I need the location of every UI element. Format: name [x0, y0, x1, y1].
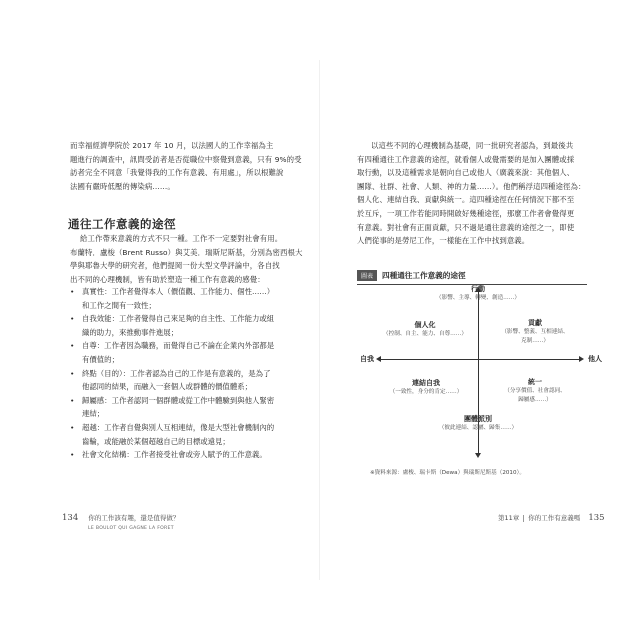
arrow-left-icon	[376, 356, 381, 362]
intro-paragraph	[357, 139, 586, 248]
bullet-dot-icon: •	[70, 314, 75, 324]
text-line: 題進行的調查中，訊問受訪者是否從職位中察覺到意義，只有 9%的受	[70, 154, 302, 164]
body-paragraph	[70, 232, 303, 286]
text-line: 個人化、連結自我、貢獻與統一。這四種途徑在任何情況下都不至	[357, 195, 575, 205]
text-line: 於互斥，一項工作若能同時開啟好幾種途徑，那麼工作者會覺得更	[357, 208, 575, 218]
text-line: 有意義。對社會有正面貢獻，只不過是通往意義的途徑之一，即使	[357, 222, 575, 232]
bullet-item: • 超越：工作者自覺與別人互相連結，像是大型社會機制內的 齒輪，或能融於某個超越自己的目標或遠見；	[70, 422, 275, 446]
bullet-item: • 真實性：工作者覺得本人（價值觀、工作能力、個性……） 和工作之間有一致性；	[70, 287, 275, 310]
text-line: 訪者完全不同意「我覺得我的工作有意義、有用處」，所以根難說	[70, 168, 284, 178]
text-line: 布蘭特．盧梭（Brent Russo）與艾美．瑞斯尼斯基，分別為密西根大	[70, 247, 303, 257]
quadrant-personalization: 個人化 （控制、自主、能力、自尊……）	[383, 321, 467, 337]
footer-divider	[523, 515, 524, 522]
bullet-item: • 歸屬感：工作者認同一個群體或從工作中體驗到與他人緊密 連結；	[70, 395, 275, 419]
text-line: 學與耶魯大學的研究者，他們提岡一份大型文學評論中，各自找	[70, 261, 280, 271]
axis-top-label: 行動 （影響、主導、轉變、創造……）	[436, 285, 520, 301]
page-number: 134	[62, 513, 79, 523]
figure-source: ※資料來源：盧梭、瑞卡斯（Dewa）與瑞斯尼斯基（2010）。	[370, 470, 525, 476]
right-footer	[498, 513, 605, 523]
text-line: 給工作帶來意義的方式不只一種。工作不一定要對社會有用。	[80, 234, 283, 243]
section-title: 通往工作意義的途徑	[68, 217, 176, 231]
running-subtitle: LE BOULOT QUI GAGNE LA FORET	[88, 526, 174, 531]
right-page	[320, 0, 640, 640]
bullet-item: • 自尊：工作者因為職務，而覺得自己不論在企業內外部都是 有價值的；	[70, 341, 275, 364]
bullet-item: • 社會文化結構：工作者接受社會或旁人賦予的工作意義。	[68, 448, 283, 462]
bullet-dot-icon: •	[70, 287, 75, 296]
axis-right-label: 他人	[588, 355, 602, 363]
bullet-item: • 自我效能：工作者覺得自己來足夠的自主性、工作能力或組 織的助力，來推動事件進展；	[70, 314, 275, 337]
figure-title: 四種通往工作意義的途徑	[382, 270, 466, 280]
text-line: 而幸福經濟學院於 2017 年 10 月，以法國人的工作幸福為主	[70, 141, 274, 150]
arrow-down-icon	[475, 453, 481, 458]
page-number: 135	[588, 513, 605, 523]
text-line: 以這些不同的心理機制為基礎，同一批研究者認為，到最後共	[371, 141, 574, 150]
running-title: 你的工作該有趣，還是值得做？	[88, 514, 180, 522]
axis-bottom-label: 團體派別 （彼此連結、認屬、歸集……）	[438, 415, 518, 431]
quadrant-self-connection: 連結自我 （一致性，身分的肯定……）	[389, 379, 463, 395]
axis-left-label: 自我	[360, 355, 374, 363]
bullet-dot-icon: •	[70, 341, 75, 351]
bullet-dot-icon: •	[70, 395, 75, 405]
bullet-item: • 終點（目的）：工作者認為自己的工作是有意義的，是為了 他認同的結果，而融入一套個人或群體的價值體系；	[70, 368, 271, 392]
quadrant-unity: 統一 （分享價值、社會認同、 歸屬感……）	[504, 378, 566, 403]
bullet-list	[68, 285, 283, 462]
horizontal-axis	[380, 359, 580, 360]
text-line: 取行動，以及這種需求是朝向自己或他人（廣義來說：其他個人、	[357, 168, 575, 178]
figure-header	[357, 268, 466, 282]
text-line: 有四種通往工作意義的途徑，就看個人或覺需要的是加入團體或採	[357, 154, 575, 164]
text-line: 團隊、社群、社會、人類、神的力量……）。他們稱浮這四種途徑為：	[357, 181, 586, 191]
chapter-label: 第11章	[498, 514, 520, 522]
quadrant-contribution: 貢獻 （影響、整義、互相連結、 克制……）	[501, 319, 569, 344]
arrow-right-icon	[579, 356, 584, 362]
text-line: 人們從事的是勞尼工作，一樣能在工作中找到意義。	[357, 236, 530, 246]
left-footer	[62, 513, 179, 523]
bullet-dot-icon: •	[70, 368, 75, 378]
running-title: 你的工作有意義嗎	[528, 514, 581, 522]
intro-paragraph	[70, 139, 302, 193]
text-line: 法國有嚴時低壓的傳染病……。	[70, 181, 175, 191]
bullet-dot-icon: •	[70, 450, 75, 460]
figure-tag: 圖表	[357, 270, 377, 281]
bullet-dot-icon: •	[70, 422, 75, 432]
text-line: 出不同的心理機制，皆有助於塑造一種工作有意義的感覺：	[70, 274, 265, 284]
